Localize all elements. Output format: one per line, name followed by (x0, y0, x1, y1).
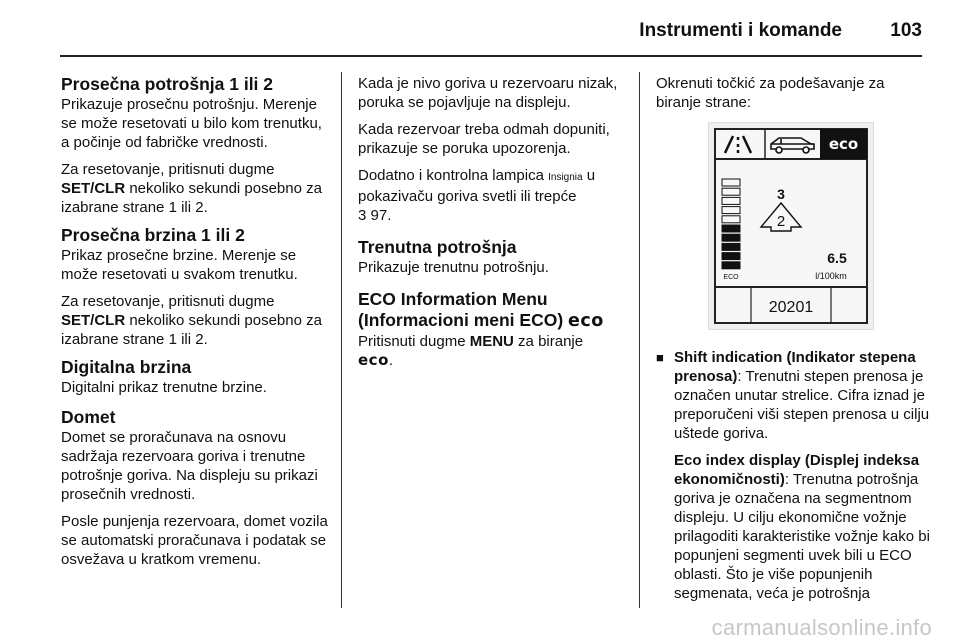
section-average-consumption (61, 74, 333, 217)
column-divider-1 (341, 72, 342, 608)
text: Pritisnuti dugme (358, 333, 470, 350)
text: nekoliko sekundi posebno za izabrane strane 1 ili 2. (61, 312, 322, 348)
odometer-value: 20201 (768, 299, 814, 316)
section-average-speed (61, 225, 333, 349)
paragraph (61, 292, 333, 349)
term: Shift indication (Indikator stepena prenosa) (674, 349, 916, 385)
consumption-unit: l/100km (815, 271, 847, 281)
paragraph (358, 332, 630, 370)
section-title: Prosečna brzina 1 ili 2 (61, 225, 245, 245)
header-rule (60, 55, 922, 57)
text: : Trenutni stepen prenosa je označen unutar strelice. Cifra iznad je preporučeni viši stepen prenosa u cilju uštede goriva. (674, 368, 930, 442)
paragraph: Posle punjenja rezervoara, domet vozila se automatski proračunava i podatak se osvežava u kratkom vremenu. (61, 513, 328, 568)
page-number: 103 (890, 20, 922, 41)
segment-empty (722, 188, 740, 195)
section-title: Digitalna brzina (61, 357, 192, 377)
segment-filled (722, 225, 740, 232)
page-reference: 3 97. (358, 207, 392, 224)
text: Dodatno i kontrolna lampica (358, 167, 549, 184)
button-name: MENU (469, 333, 514, 350)
paragraph (674, 451, 932, 603)
column-divider-2 (639, 72, 640, 608)
paragraph: Prikazuje prosečnu potrošnju. Merenje se može resetovati u bilo kom trenutku, a počinje od fabričke vrednosti. (61, 96, 322, 151)
paragraph: Okrenuti točkić za podešavanje za biranje strane: (656, 75, 885, 111)
consumption-value: 6.5 (827, 250, 847, 266)
eco-display-illustration (709, 123, 873, 329)
segment-empty (722, 216, 740, 223)
paragraph: Domet se proračunava na osnovu sadržaja rezervoara goriva i trenutne potrošnje goriva. Na displeju su prikazi prosečnih vrednosti. (61, 429, 318, 503)
section-current-consumption (358, 237, 630, 277)
text: : Trenutna potrošnja goriva je označena na segmentnom displeju. U cilju ekonomične vožnje prilagoditi karakteristike vožnje kako bi popunjeni segmenti uvek bili u ECO oblasti. Što je više popunjenih segmenata, veća je potrošnja (674, 471, 930, 602)
text: . (388, 352, 394, 369)
button-name: SET/CLR (61, 180, 126, 197)
text: ECO Information Menu (358, 289, 548, 309)
paragraph (61, 160, 333, 217)
segment-empty (722, 197, 740, 204)
eco-area-label: ECO (723, 274, 739, 281)
column-1 (61, 74, 333, 577)
bullet-icon: ■ (656, 350, 664, 365)
watermark: carmanualsonline.info (711, 615, 932, 640)
eco-tab-label: eco (828, 135, 859, 153)
text: (Informacioni meni ECO) (358, 310, 569, 330)
paragraph: Kada je nivo goriva u rezervoaru nizak, poruka se pojavljuje na displeju. (358, 75, 618, 111)
paragraph (358, 166, 630, 225)
recommended-gear: 3 (777, 186, 785, 202)
segment-empty (722, 179, 740, 186)
section-title (358, 289, 630, 332)
term: Eco index display (Displej indeksa ekonomičnosti) (674, 452, 920, 488)
text: za biranje (513, 333, 584, 350)
segment-filled (722, 253, 740, 260)
text: Za resetovanje, pritisnuti dugme (61, 161, 275, 178)
header-title: Instrumenti i komande (639, 20, 842, 41)
section-title: Trenutna potrošnja (358, 237, 517, 257)
section-title: Prosečna potrošnja 1 ili 2 (61, 74, 274, 94)
section-digital-speed (61, 357, 333, 397)
eco-icon: eco (568, 311, 604, 331)
eco-icon: eco (358, 351, 389, 369)
fuel-lamp-symbol: Insignia (548, 172, 583, 183)
text: Za resetovanje, pritisnuti dugme (61, 293, 275, 310)
section-title: Domet (61, 407, 116, 427)
page-header (0, 0, 960, 56)
segment-filled (722, 262, 740, 269)
section-range (61, 407, 333, 569)
eco-display-figure (708, 122, 874, 330)
column-2 (358, 74, 630, 378)
segment-filled (722, 243, 740, 250)
paragraph (674, 348, 932, 443)
paragraph: Prikazuje trenutnu potrošnju. (358, 259, 549, 276)
button-name: SET/CLR (61, 312, 126, 329)
paragraph: Digitalni prikaz trenutne brzine. (61, 379, 267, 396)
paragraph: Prikaz prosečne brzine. Merenje se može resetovati u svakom trenutku. (61, 247, 298, 283)
list-item-shift-indication (656, 348, 932, 603)
segment-filled (722, 234, 740, 241)
section-eco-menu (358, 289, 630, 370)
current-gear: 2 (776, 213, 786, 230)
text: nekoliko sekundi posebno za izabrane strane 1 ili 2. (61, 180, 322, 216)
text: u pokazivaču goriva svetli ili trepće (358, 167, 596, 205)
paragraph: Kada rezervoar treba odmah dopuniti, prikazuje se poruka upozorenja. (358, 121, 610, 157)
column-3 (656, 74, 932, 611)
segment-empty (722, 207, 740, 214)
